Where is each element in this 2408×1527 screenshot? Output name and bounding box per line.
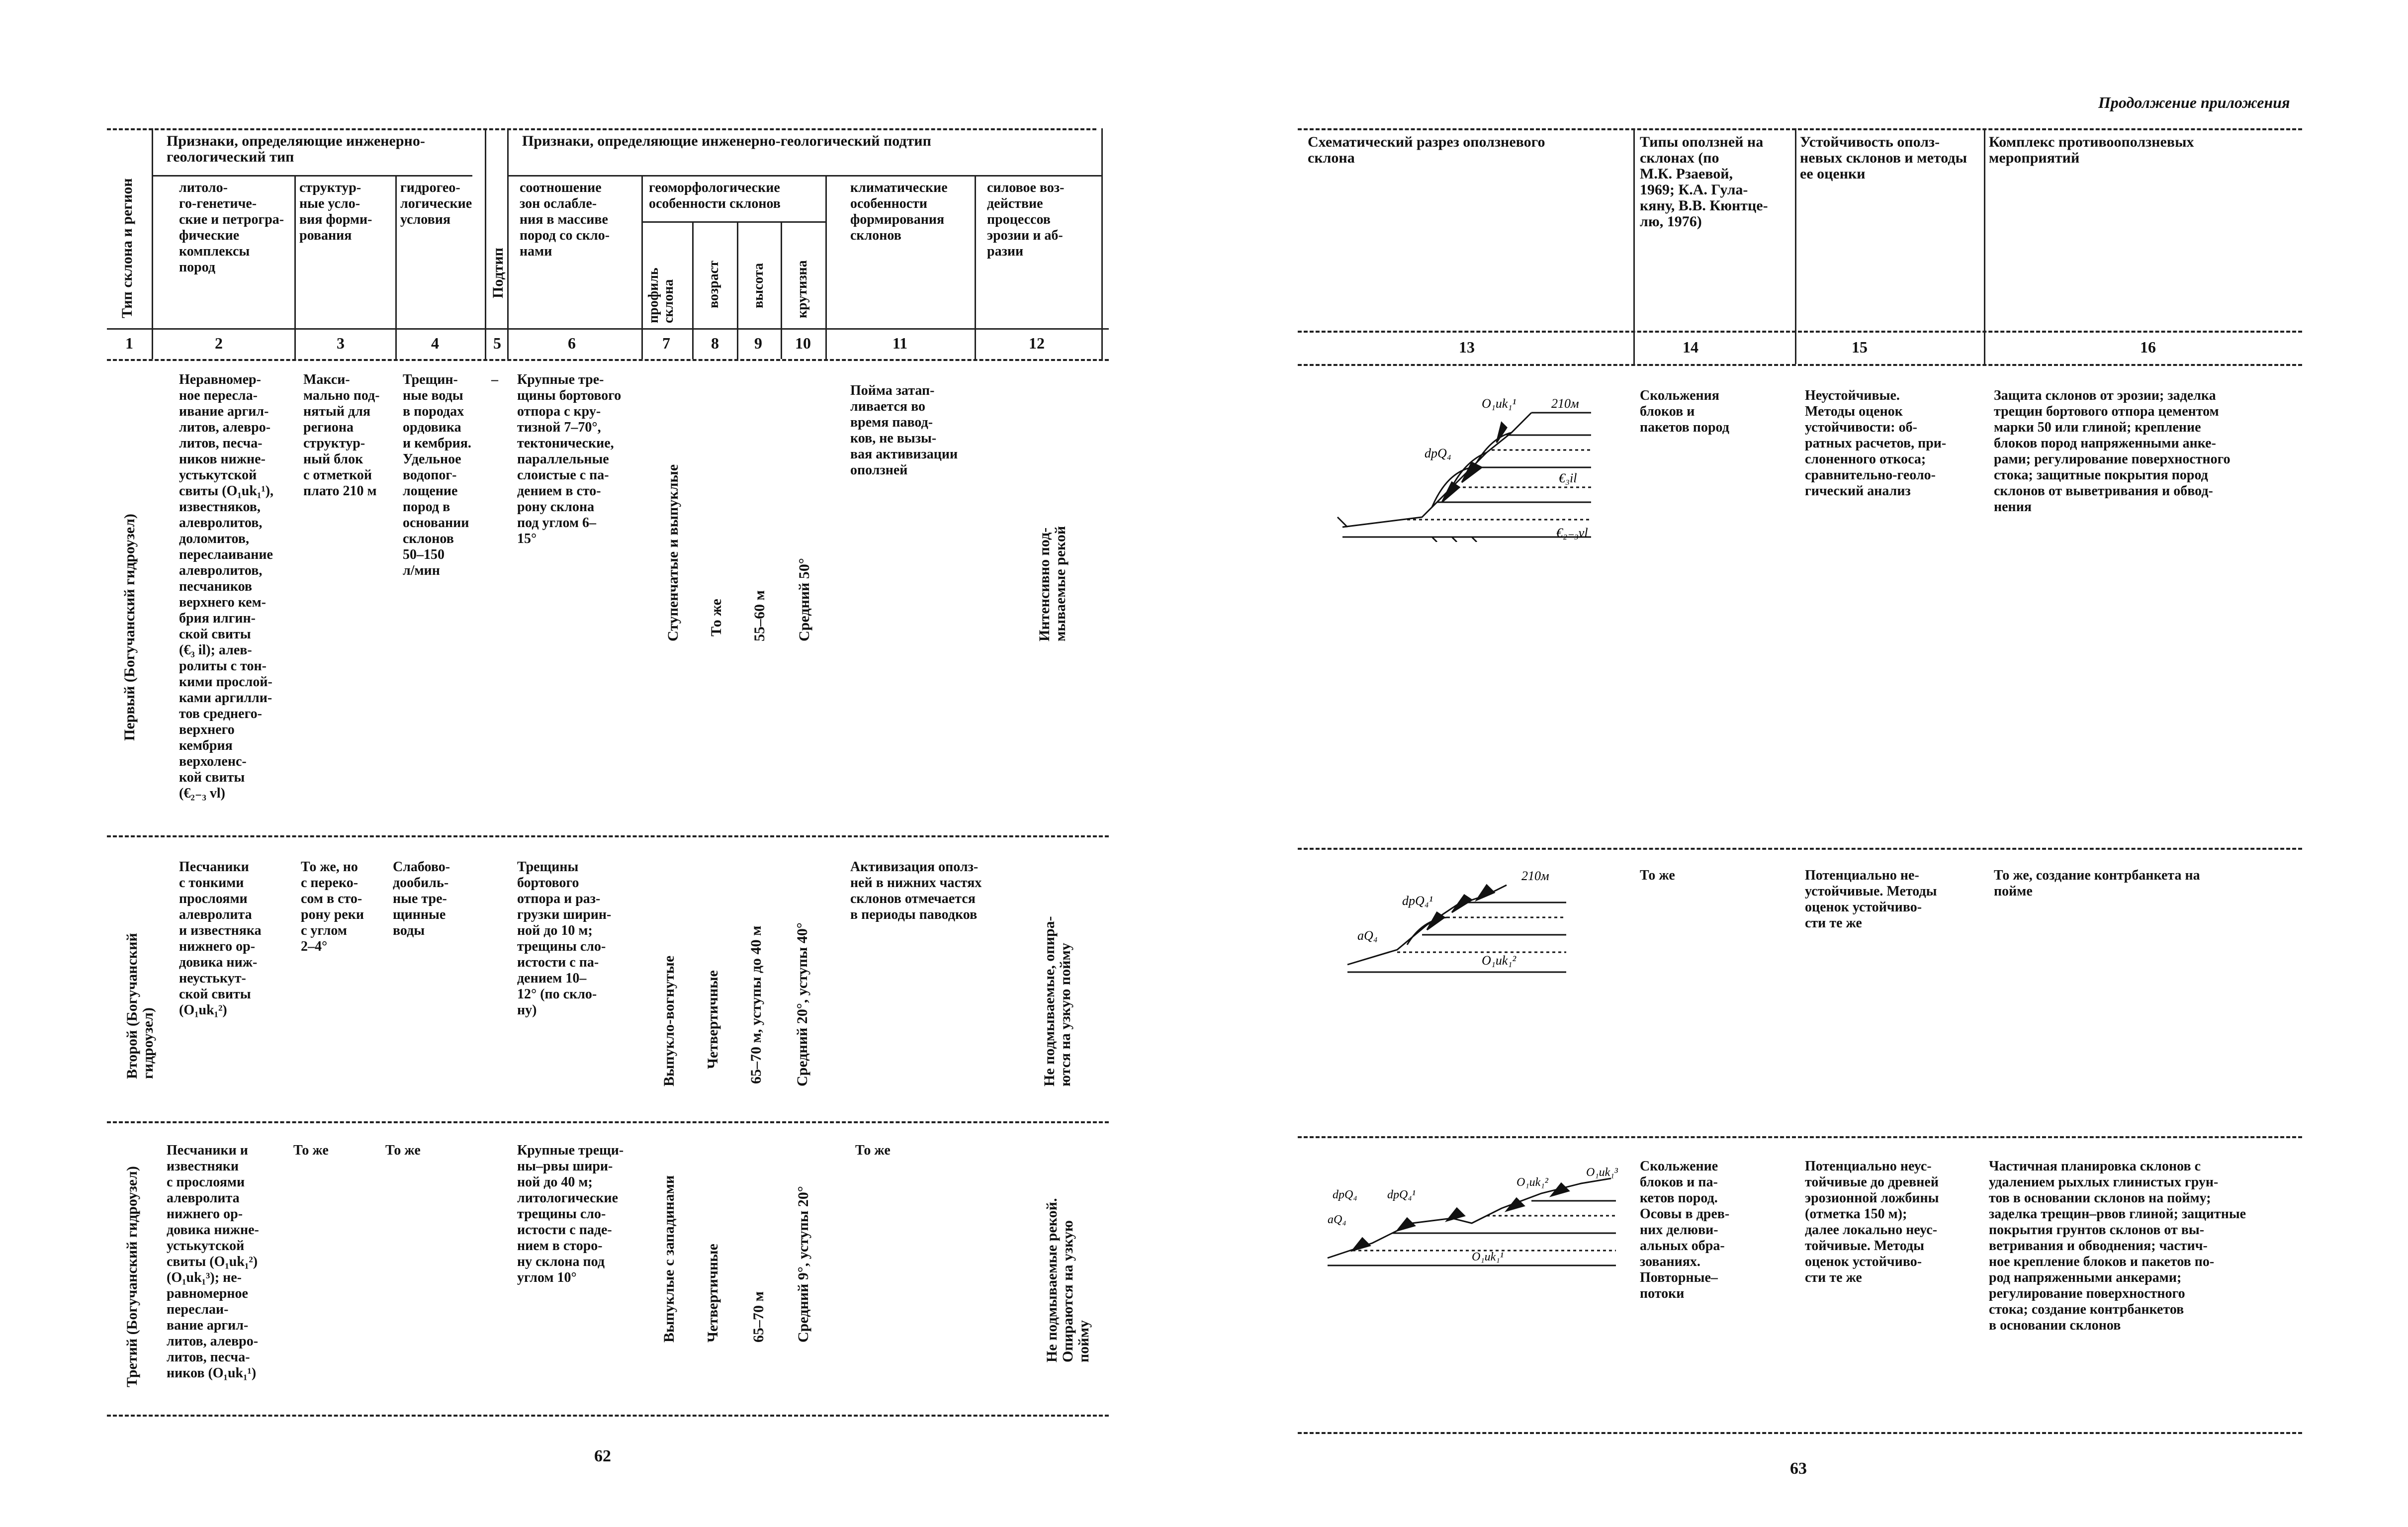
col-number: 11 — [892, 334, 908, 352]
right-row2-bottom-line — [1298, 1136, 2302, 1138]
col1-header: Тип склона и регион — [119, 178, 135, 318]
row1-col6: Крупные тре- щины бортового отпора с кру- тизной 7–70°, тектонические, параллельные слоистые с па- дением в сто- рону склона под углом 6– 15° — [517, 372, 622, 546]
v-line — [294, 175, 296, 359]
group-a-line — [152, 175, 472, 177]
podtip-header: Подтип — [490, 248, 506, 298]
row2-col2: Песчаники с тонкими прослоями алевролита и известняка нижнего ор- довика ниж- неустькут- ской свиты (O₁uk₁²) — [179, 859, 262, 1018]
v-line — [485, 128, 486, 359]
v-line — [1795, 128, 1796, 364]
col13-header: Схематический разрез оползневого склона — [1308, 134, 1545, 166]
right-row1-bottom-line — [1298, 848, 2302, 850]
geo-line — [641, 221, 825, 223]
section3-label: O₁uk₁¹ — [1472, 1251, 1504, 1263]
group-b-header: Признаки, определяющие инженерно-геологический подтип — [522, 133, 931, 149]
row3-col10: Средний 9°, уступы 20° — [795, 1186, 811, 1343]
section1-label: 210м — [1551, 396, 1579, 411]
row1-col16: Защита склонов от эрозии; заделка трещин бортового отпора цементом марки 50 или глиной; крепление блоков пород напряженными анке- рами; регулирование поверхностного стока; защитные покрытия пород склонов от выветривания и обвод- нения — [1994, 388, 2230, 515]
row1-col11: Пойма затап- ливается во время павод- ков, не вызы- вая активизации оползней — [850, 383, 958, 478]
row2-col14: То же — [1640, 868, 1675, 883]
row2-col6: Трещины бортового отпора и раз- грузки ширин- ной до 10 м; трещины сло- истости с па- дением 10– 12° (по скло- ну) — [517, 859, 612, 1018]
slope-section-1 — [1333, 393, 1611, 542]
row3-col6: Крупные трещи- ны–рвы шири- ной до 40 м; литологические трещины сло- истости с паде- нием в сторо- ну склона под углом 10° — [517, 1143, 624, 1285]
col-number: 3 — [337, 334, 345, 352]
col-number: 15 — [1852, 338, 1868, 356]
row1-bottom-line — [107, 835, 1109, 837]
page-number-right: 63 — [1790, 1459, 1807, 1478]
row3-col3: То же — [293, 1143, 329, 1158]
row1-col14: Скольжения блоков и пакетов пород — [1640, 388, 1729, 435]
v-line — [1984, 128, 1985, 364]
col-number: 9 — [754, 334, 762, 352]
row1-col8: То же — [708, 599, 724, 636]
row1-col15: Неустойчивые. Методы оценок устойчивости: об- ратных расчетов, при- слоненного откоса; сравнительно-геоло- гический анализ — [1805, 388, 1947, 499]
section1-label: dpQ₄ — [1425, 446, 1451, 460]
group-a-header: Признаки, определяющие инженерно- геологический тип — [167, 133, 425, 165]
row2-col15: Потенциально не- устойчивые. Методы оценок устойчиво- сти те же — [1805, 868, 1937, 931]
col-number: 7 — [662, 334, 670, 352]
row2-col3: То же, но с переко- сом в сто- рону реки с углом 2–4° — [301, 859, 364, 954]
row3-col15: Потенциально неус- тойчивые до древней эрозионной ложбины (отметка 150 м); далее локально неус- тойчивые. Методы оценок устойчиво- сти те же — [1805, 1159, 1939, 1285]
row3-type: Третий (Богучанский гидроузел) — [124, 1166, 140, 1387]
v-line — [1101, 128, 1103, 359]
row1-col12: Интенсивно под- мываемые рекой — [1036, 526, 1069, 641]
row2-col12: Не подмываемые, опира- ются на узкую пойму — [1041, 916, 1073, 1086]
row2-bottom-line — [107, 1121, 1109, 1123]
col9-header: высота — [751, 263, 766, 308]
row3-col2: Песчаники и известняки с прослоями алевролита нижнего ор- довика нижне- устькутской свиты (O₁uk₁²) (O₁uk₁³); не- равномерное переслаи- вание аргил- литов, алевро- литов, песча- ников (O₁uk₁¹) — [167, 1143, 259, 1381]
col10-header: крутизна — [795, 260, 810, 318]
v-line — [507, 128, 509, 359]
v-line — [737, 221, 738, 359]
slope-section-2 — [1338, 865, 1596, 980]
slope-section-3 — [1323, 1164, 1621, 1273]
section2-label: 210м — [1521, 869, 1549, 883]
section3-label: O₁uk₁³ — [1586, 1166, 1618, 1179]
right-numbers-bottom-line — [1298, 364, 2302, 366]
col-number: 5 — [493, 334, 501, 352]
table-bottom-line — [107, 1415, 1109, 1417]
row2-col9: 65–70 м, уступы до 40 м — [748, 925, 764, 1084]
row3-col7: Выпуклые с западинами — [661, 1175, 677, 1343]
section3-label: O₁uk₁² — [1516, 1176, 1548, 1189]
v-line — [975, 175, 976, 359]
v-line — [692, 221, 694, 359]
col14-header: Типы оползней на склонах (по М.К. Рзаевой, 1969; К.А. Гула- кяну, В.В. Кюнтце- лю, 1976) — [1640, 134, 1768, 230]
row2-col10: Средний 20°, уступы 40° — [794, 922, 810, 1086]
page-number-left: 62 — [594, 1447, 611, 1465]
col6-header: соотношение зон ослабле- ния в массиве пород со скло- нами — [520, 180, 610, 259]
col16-header: Комплекс противооползневых мероприятий — [1989, 134, 2194, 166]
group-b-line — [507, 175, 1101, 177]
row2-type: Второй (Богучанский гидроузел) — [124, 933, 156, 1079]
v-line — [395, 175, 397, 359]
row2-col11: Активизация ополз- ней в нижних частях склонов отмечается в периоды паводков — [850, 859, 982, 922]
col15-header: Устойчивость ополз- невых склонов и методы ее оценки — [1800, 134, 1967, 182]
v-line — [781, 221, 782, 359]
section2-label: dpQ₄¹ — [1402, 894, 1433, 908]
row1-col4: Трещин- ные воды в породах ордовика и кембрия. Удельное водопог- лощение пород в основании склонов 50–150 л/мин — [403, 372, 471, 578]
right-header-bottom-line — [1298, 331, 2302, 333]
row1-col9: 55–60 м — [751, 590, 768, 641]
v-line — [825, 175, 827, 359]
row3-col16: Частичная планировка склонов с удалением рыхлых глинистых грун- тов в основании склонов на пойму; заделка трещин–рвов глиной; защитные покрытия грунтов склонов от вы- ветривания и обводнения; частич- ное крепление блоков и пакетов по- род напряженными анкерами; регулирование поверхностного стока; создание контрбанкетов в основании склонов — [1989, 1159, 2246, 1333]
row2-col8: Четвертичные — [705, 970, 721, 1069]
v-line — [641, 175, 643, 359]
section1-label: €₃il — [1559, 471, 1577, 485]
right-header: Продолжение приложения — [2098, 93, 2290, 111]
row3-col4: То же — [385, 1143, 421, 1158]
col11-header: климатические особенности формирования склонов — [850, 180, 948, 243]
row2-col16: То же, создание контрбанкета на пойме — [1994, 868, 2200, 899]
table-top-line — [107, 128, 1096, 130]
row3-col11: То же — [855, 1143, 891, 1158]
section1-label: O₁uk₁¹ — [1482, 396, 1516, 411]
col-number: 4 — [431, 334, 439, 352]
section2-label: O₁uk₁² — [1482, 953, 1516, 968]
row1-col3: Макси- мально под- нятый для региона структур- ный блок с отметкой плато 210 м — [303, 372, 380, 499]
numbers-bottom-line — [107, 359, 1109, 361]
row1-col2: Неравномер- ное пересла- ивание аргил- литов, алевро- литов, песча- ников нижне- устькутской свиты (O₁uk₁¹), известняков, алевролитов, доломитов, переслаивание алевролитов, песчаников верхнего кем- брия илгин- ской свиты (€₃ il); алев- ролиты с тон- кими прослой- ками аргилли- тов среднего- верхнего кембрия верхоленс- кой свиты (€₂₋₃ vl) — [179, 372, 274, 801]
row3-col14: Скольжение блоков и па- кетов пород. Осовы в древ- них делюви- альных обра- зованиях. Повторные– потоки — [1640, 1159, 1730, 1301]
row1-col10: Средний 50° — [796, 558, 812, 641]
col-number: 1 — [125, 334, 133, 352]
col12-header: силовое воз- действие процессов эрозии и аб- разии — [987, 180, 1065, 259]
right-table-bottom-line — [1298, 1432, 2302, 1434]
geo-header: геоморфологические особенности склонов — [649, 180, 781, 211]
col4-header: гидрогео- логические условия — [400, 180, 472, 227]
header-bottom-line — [107, 328, 1109, 330]
section2-label: aQ₄ — [1357, 928, 1378, 943]
col-number: 10 — [795, 334, 811, 352]
col-number: 2 — [215, 334, 223, 352]
col-number: 16 — [2140, 338, 2156, 356]
right-table-top-line — [1298, 128, 2302, 130]
col7-header: профиль склона — [646, 268, 676, 323]
col-number: 6 — [568, 334, 576, 352]
col2-header: литоло- го-генетиче- ские и петрогра- фические комплексы пород — [179, 180, 284, 275]
col8-header: возраст — [706, 261, 721, 308]
row1-col5: – — [491, 372, 498, 387]
row2-col7: Выпукло-вогнутые — [661, 955, 677, 1086]
section3-label: aQ₄ — [1328, 1213, 1346, 1226]
v-line — [152, 128, 153, 359]
col-number: 8 — [711, 334, 719, 352]
row3-col12: Не подмываемые рекой. Опираются на узкую пойму — [1044, 1198, 1092, 1362]
col-number: 12 — [1029, 334, 1045, 352]
section3-label: dpQ₄¹ — [1387, 1188, 1416, 1201]
col3-header: структур- ные усло- вия форми- рования — [299, 180, 372, 243]
v-line — [1633, 128, 1635, 364]
section1-label: €₂₋₃vl — [1556, 526, 1588, 540]
row1-type: Первый (Богучанский гидроузел) — [121, 514, 138, 741]
row3-col8: Четвертичные — [705, 1244, 721, 1343]
row1-col7: Ступенчатые и выпуклые — [665, 464, 681, 641]
row2-col4: Слабово- дообиль- ные тре- щинные воды — [393, 859, 450, 938]
section3-label: dpQ₄ — [1333, 1188, 1357, 1201]
col-number: 13 — [1459, 338, 1475, 356]
row3-col9: 65–70 м — [750, 1291, 767, 1343]
col-number: 14 — [1683, 338, 1698, 356]
